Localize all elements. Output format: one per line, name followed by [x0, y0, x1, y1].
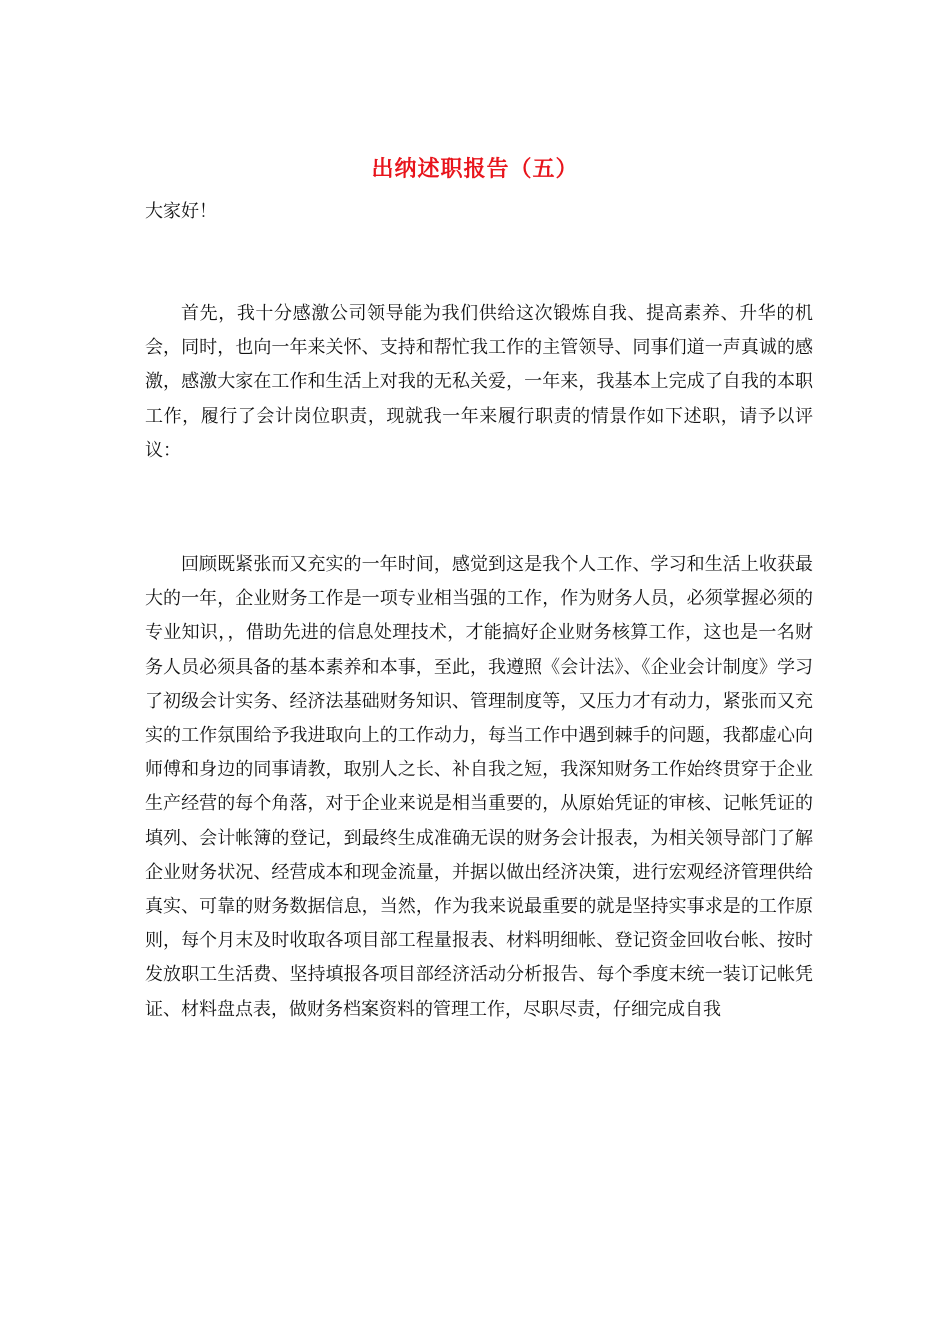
paragraph-review: 回顾既紧张而又充实的一年时间，感觉到这是我个人工作、学习和生活上收获最大的一年，企业财务工作是一项专业相当强的工作，作为财务人员，必须掌握必须的专业知识，，借助先进的信息处理技术，才能搞好企业财务核算工作，这也是一名财务人员必须具备的基本素养和本事，至此，我遵照《会计法》、《企业会计制度》学习了初级会计实务、经济法基础财务知识、管理制度等，又压力才有动力，紧张而又充实的工作氛围给予我进取向上的工作动力，每当工作中遇到棘手的问题，我都虚心向师傅和身边的同事请教，取别人之长、补自我之短，我深知财务工作始终贯穿于企业生产经营的每个角落，对于企业来说是相当重要的，从原始凭证的审核、记帐凭证的填列、会计帐簿的登记，到最终生成准确无误的财务会计报表，为相关领导部门了解企业财务状况、经营成本和现金流量，并据以做出经济决策，进行宏观经济管理供给真实、可靠的财务数据信息，当然，作为我来说最重要的就是坚持实事求是的工作原则，每个月末及时收取各项目部工程量报表、材料明细帐、登记资金回收台帐、按时发放职工生活费、坚持填报各项目部经济活动分析报告、每个季度末统一装订记帐凭证、材料盘点表，做财务档案资料的管理工作，尽职尽责，仔细完成自我	[145, 554, 813, 1020]
document-title: 出纳述职报告（五）	[371, 156, 579, 182]
paragraph-intro: 首先，我十分感激公司领导能为我们供给这次锻炼自我、提高素养、升华的机会，同时，也向一年来关怀、支持和帮忙我工作的主管领导、同事们道一声真诚的感激，感激大家在工作和生活上对我的无私关爱，一年来，我基本上完成了自我的本职工作，履行了会计岗位职责，现就我一年来履行职责的情景作如下述职，请予以评议：	[145, 303, 813, 461]
greeting-text: 大家好！	[145, 201, 217, 222]
